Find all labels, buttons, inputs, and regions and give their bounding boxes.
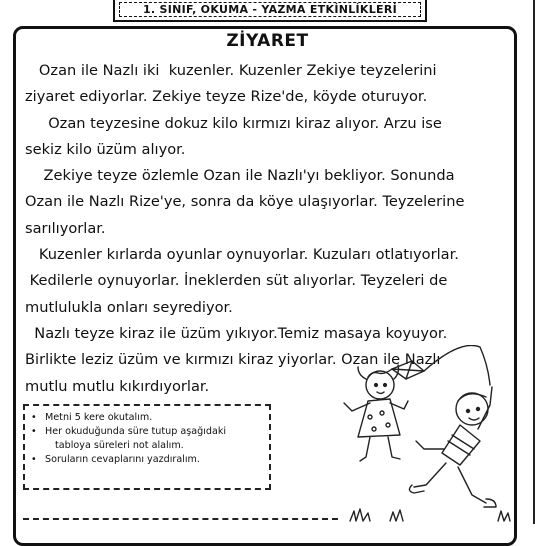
story-line: sekiz kilo üzüm alıyor.: [25, 140, 186, 158]
story-line: Kuzenler kırlarda oyunlar oynuyorlar. Kuzuları otlatıyorlar.: [25, 246, 459, 264]
instruction-item: [31, 425, 269, 439]
story-line: Zekiye teyze özlemle Ozan ile Nazlı'yı bekliyor. Sonunda: [25, 167, 455, 185]
children-kite-illustration: [330, 345, 525, 524]
kite-icon: [368, 345, 490, 385]
story-line: mutlulukla onları seyrediyor.: [25, 298, 233, 316]
instruction-text: Her okuduğunda süre tutup aşağıdaki: [45, 426, 227, 437]
instruction-item: [31, 453, 269, 467]
instruction-item: [31, 411, 269, 425]
bullet-icon: •: [31, 454, 37, 465]
story-line: Birlikte leziz üzüm ve kırmızı kiraz yiyorlar. Ozan ile Nazlı: [25, 351, 441, 369]
time-table-border: [23, 518, 338, 520]
instruction-text: Soruların cevaplarını yazdıralım.: [45, 454, 200, 465]
story-line: Nazlı teyze kiraz ile üzüm yıkıyor.Temiz masaya koyuyor.: [25, 324, 448, 342]
instruction-text: tabloya süreleri not alalım.: [55, 440, 184, 451]
instruction-text: Metni 5 kere okutalım.: [45, 412, 153, 423]
story-line: Ozan ile Nazlı Rize'ye, sonra da köye ulaşıyorlar. Teyzelerine: [25, 193, 465, 211]
girl-drawing: [344, 365, 408, 461]
worksheet-header-label: 1. SINIF, OKUMA - YAZMA ETKİNLİKLERİ: [119, 2, 421, 17]
story-line: ziyaret ediyorlar. Zekiye teyze Rize'de, köyde oturuyor.: [25, 88, 428, 106]
bullet-icon: •: [31, 426, 37, 437]
grass-drawing: [350, 509, 510, 521]
story-line: sarılıyorlar.: [25, 219, 106, 237]
instruction-box: [23, 404, 271, 490]
boy-drawing: [409, 387, 496, 507]
story-title: ZİYARET: [226, 31, 309, 51]
story-line: Ozan teyzesine dokuz kilo kırmızı kiraz alıyor. Arzu ise: [25, 114, 442, 132]
story-line: Kedilerle oynuyorlar. İneklerden süt alıyorlar. Teyzeleri de: [25, 272, 448, 290]
story-line: Ozan ile Nazlı iki kuzenler. Kuzenler Zekiye teyzelerini: [25, 62, 437, 79]
story-line: mutlu mutlu kıkırdıyorlar.: [25, 377, 210, 395]
instruction-item: [31, 439, 269, 453]
instruction-list: [31, 411, 269, 467]
bullet-icon: •: [31, 412, 37, 423]
worksheet-header-tab: [113, 0, 427, 22]
